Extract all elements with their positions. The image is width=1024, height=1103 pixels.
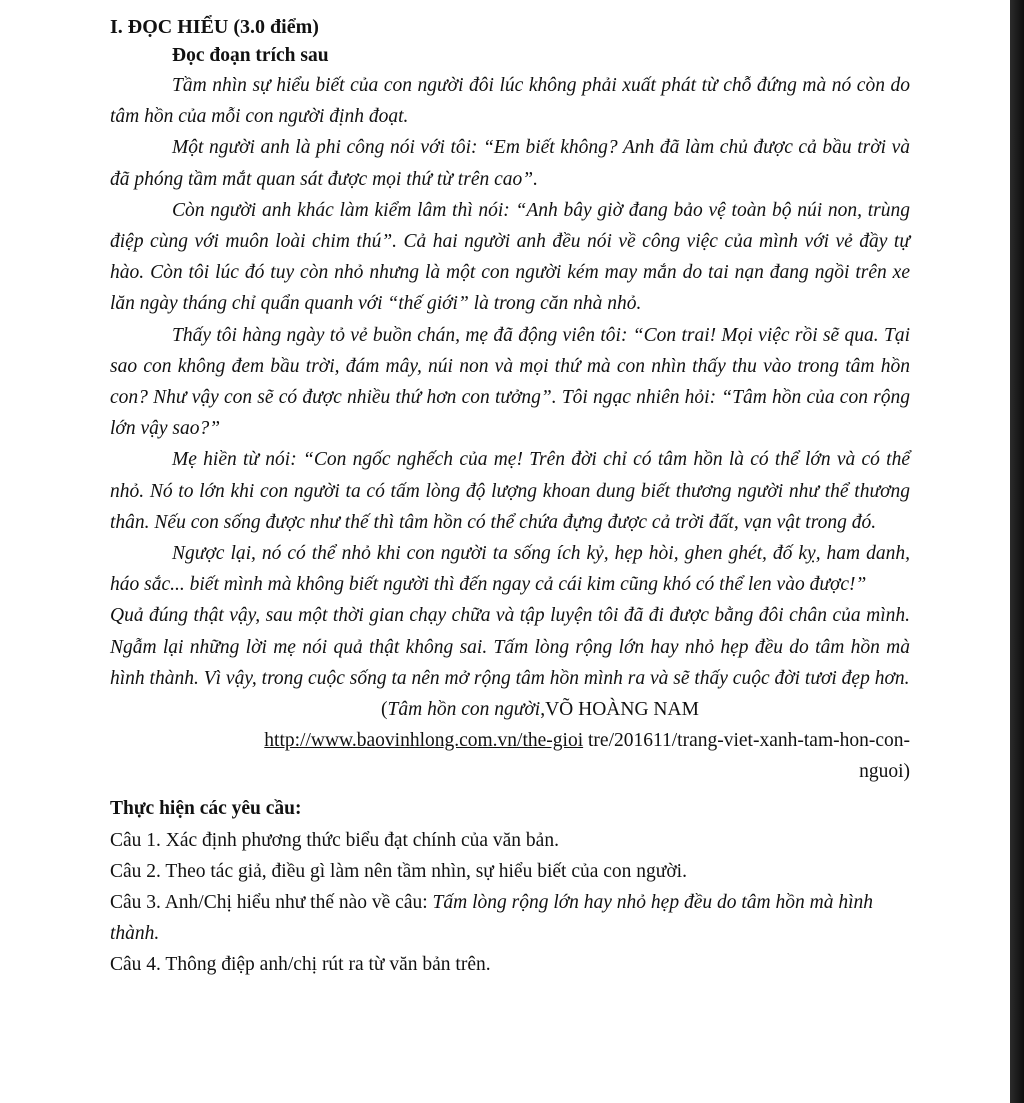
- tasks-heading: Thực hiện các yêu cầu:: [110, 798, 302, 820]
- task-question-3-prefix: Câu 3. Anh/Chị hiểu như thế nào về câu:: [110, 891, 433, 913]
- source-url-tail: nguoi): [859, 761, 910, 783]
- passage-paragraph-6: Ngược lại, nó có thể nhỏ khi con người ta sống ích kỷ, hẹp hòi, ghen ghét, đố kỵ, ham danh, háo sắc... biết mình mà không biết người thì đến ngay cả cái kim cũng khó có thể len vào được!”: [110, 543, 910, 596]
- source-author: ,VÕ HOÀNG NAM: [540, 699, 699, 721]
- cut-off-text-fragment: [140, 1094, 440, 1103]
- reading-intro: Đọc đoạn trích sau: [172, 45, 329, 66]
- passage-closing-paragraph: Quả đúng thật vậy, sau một thời gian chạy chữa và tập luyện tôi đã đi được bằng đôi chân của mình. Ngẫm lại những lời mẹ nói quả thật không sai. Tấm lòng rộng lớn hay nhỏ hẹp đều do tâm hồn mà hình thành. Vì vậy, trong cuộc sống ta nên mở rộng tâm hồn mình ra và sẽ thấy cuộc đời tươi đẹp hơn.: [110, 605, 910, 689]
- task-question-3: [110, 887, 910, 949]
- source-open-paren: (: [381, 699, 388, 721]
- source-url-line: [110, 725, 910, 756]
- page-edge-shadow: [1010, 0, 1024, 1103]
- task-question-2: Câu 2. Theo tác giả, điều gì làm nên tầm nhìn, sự hiểu biết của con người.: [110, 860, 687, 882]
- source-citation: [110, 694, 910, 725]
- passage-paragraph-2: Một người anh là phi công nói với tôi: “Em biết không? Anh đã làm chủ được cả bầu trời và đã phóng tầm mắt quan sát được mọi thứ từ trên cao”.: [110, 137, 910, 190]
- section-title: I. ĐỌC HIỂU (3.0 điểm): [110, 16, 319, 38]
- task-question-1: Câu 1. Xác định phương thức biểu đạt chính của văn bản.: [110, 829, 559, 851]
- document-content: [110, 14, 910, 980]
- passage-paragraph-1: Tầm nhìn sự hiểu biết của con người đôi lúc không phải xuất phát từ chỗ đứng mà nó còn do tâm hồn của mỗi con người định đoạt.: [110, 75, 910, 128]
- source-url-link[interactable]: http://www.baovinhlong.com.vn/the-gioi: [264, 730, 584, 752]
- task-question-4: Câu 4. Thông điệp anh/chị rút ra từ văn bản trên.: [110, 953, 491, 975]
- source-url-rest: tre/201611/trang-viet-xanh-tam-hon-con-: [583, 730, 910, 752]
- passage-paragraph-3: Còn người anh khác làm kiểm lâm thì nói: “Anh bây giờ đang bảo vệ toàn bộ núi non, trùng điệp cùng với muôn loài chim thú”. Cả hai người anh đều nói về công việc của mình với vẻ đầy tự hào. Còn tôi lúc đó tuy còn nhỏ nhưng là một con người kém may mắn do tai nạn đang ngồi trên xe lăn ngày tháng chỉ quẩn quanh với “thế giới” là trong căn nhà nhỏ.: [110, 199, 910, 315]
- source-title: Tâm hồn con người: [387, 699, 541, 721]
- passage-paragraph-5: Mẹ hiền từ nói: “Con ngốc nghếch của mẹ! Trên đời chỉ có tâm hồn là có thể lớn và có thể nhỏ. Nó to lớn khi con người ta có tấm lòng độ lượng khoan dung biết thương người như thể thương thân. Nếu con sống được như thế thì tâm hồn có thể chứa đựng được cả trời đất, vạn vật trong đó.: [110, 449, 910, 533]
- passage-paragraph-4: Thấy tôi hàng ngày tỏ vẻ buồn chán, mẹ đã động viên tôi: “Con trai! Mọi việc rồi sẽ qua. Tại sao con không đem bầu trời, đám mây, núi non và mọi thứ mà con nhìn thấy thu vào trong tâm hồn con? Như vậy con sẽ có được nhiều thứ hơn con tưởng”. Tôi ngạc nhiên hỏi: “Tâm hồn của con rộng lớn vậy sao?”: [110, 324, 910, 440]
- task-question-3-quote: Tấm lòng rộng lớn hay nhỏ hẹp đều do tâm hồn mà hình thành.: [110, 891, 873, 944]
